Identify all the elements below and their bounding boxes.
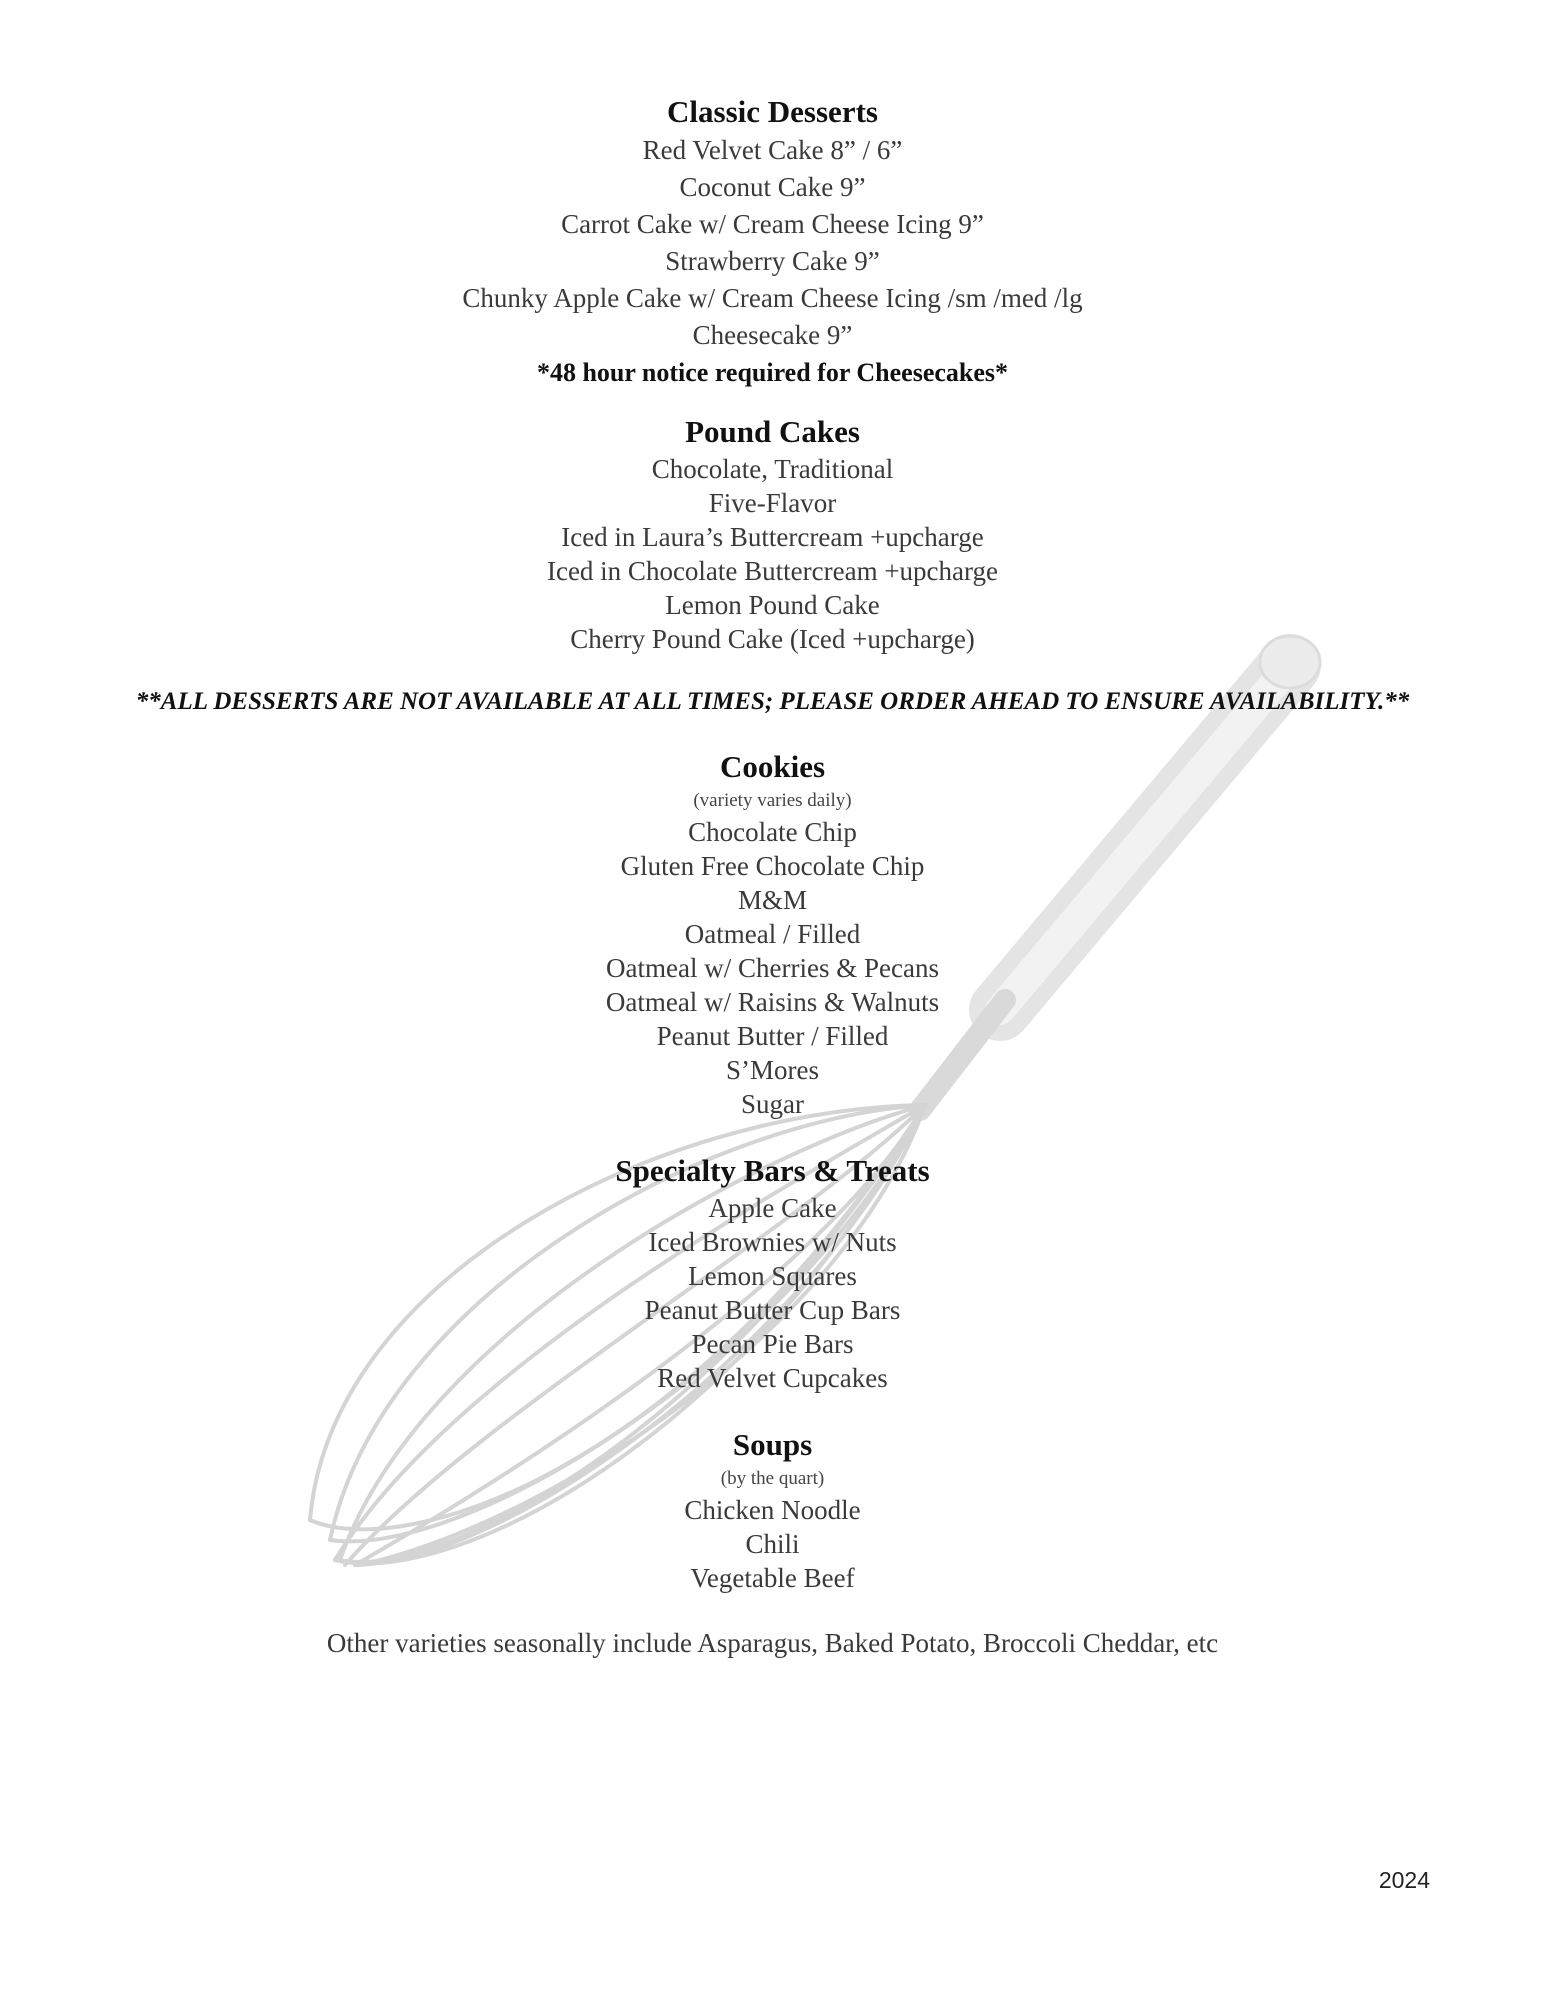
specialty-bars-heading: Specialty Bars & Treats [615,1153,930,1188]
menu-item: Chocolate, Traditional [651,454,894,484]
menu-item: Chunky Apple Cake w/ Cream Cheese Icing /sm /med /lg [462,283,1083,313]
menu-item: Chicken Noodle [684,1495,861,1525]
menu-item: S’Mores [726,1055,819,1085]
menu-item: Iced in Chocolate Buttercream +upcharge [546,556,999,586]
menu-item: Peanut Butter / Filled [656,1021,889,1051]
menu-item: Chocolate Chip [688,817,857,847]
menu-item: Red Velvet Cupcakes [657,1363,888,1393]
menu-item: Oatmeal w/ Raisins & Walnuts [605,987,940,1017]
menu-item: Chili [745,1529,800,1559]
menu-item: Lemon Pound Cake [665,590,880,620]
menu-item: M&M [737,885,808,915]
menu-content [0,92,1545,1662]
pound-cakes-section [0,412,1545,656]
menu-item: Oatmeal / Filled [684,919,861,949]
soups-heading: Soups [732,1427,813,1462]
menu-item: Iced in Laura’s Buttercream +upcharge [561,522,984,552]
classic-desserts-heading: Classic Desserts [667,94,878,129]
year-label: 2024 [1378,1867,1430,1893]
cookies-section [0,747,1545,1121]
specialty-bars-section [0,1151,1545,1395]
menu-item: Coconut Cake 9” [679,172,866,202]
cheesecake-notice: *48 hour notice required for Cheesecakes* [536,358,1009,387]
menu-item: Carrot Cake w/ Cream Cheese Icing 9” [561,209,984,239]
menu-item: Iced Brownies w/ Nuts [648,1227,897,1257]
soups-section [0,1425,1545,1662]
cookies-heading: Cookies [719,749,826,784]
menu-item: Strawberry Cake 9” [665,246,880,276]
menu-item: Apple Cake [708,1193,837,1223]
menu-item: Sugar [741,1089,804,1119]
seasonal-soups-note: Other varieties seasonally include Asparagus, Baked Potato, Broccoli Cheddar, etc [326,1628,1219,1658]
menu-item: Red Velvet Cake 8” / 6” [642,135,903,165]
availability-warning-section [0,686,1545,717]
soups-subtitle: (by the quart) [720,1468,825,1489]
menu-item: Vegetable Beef [690,1563,855,1593]
menu-item: Five-Flavor [708,488,837,518]
menu-item: Pecan Pie Bars [691,1329,854,1359]
cookies-subtitle: (variety varies daily) [693,790,852,811]
classic-desserts-section [0,92,1545,392]
menu-item: Cherry Pound Cake (Iced +upcharge) [570,624,975,654]
menu-item: Peanut Butter Cup Bars [644,1295,901,1325]
menu-item: Oatmeal w/ Cherries & Pecans [606,953,939,983]
menu-item: Cheesecake 9” [692,320,853,350]
menu-item: Gluten Free Chocolate Chip [620,851,925,881]
pound-cakes-heading: Pound Cakes [685,414,860,449]
availability-warning: **ALL DESSERTS ARE NOT AVAILABLE AT ALL TIMES; PLEASE ORDER AHEAD TO ENSURE AVAILABILITY.** [135,688,1410,715]
menu-item: Lemon Squares [688,1261,857,1291]
